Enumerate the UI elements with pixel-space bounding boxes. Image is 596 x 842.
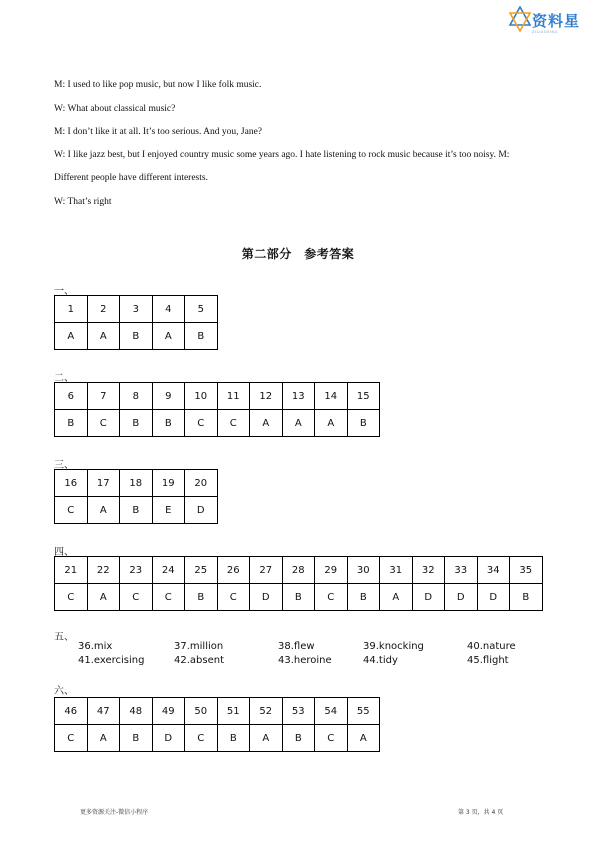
dialogue-line: W: What about classical music? (54, 104, 176, 114)
question-number: 5 (185, 296, 218, 323)
question-number: 7 (87, 383, 120, 410)
question-number: 9 (152, 383, 185, 410)
question-number: 23 (120, 557, 153, 584)
answer-cell: C (217, 584, 250, 611)
question-number: 52 (250, 698, 283, 725)
question-number: 28 (282, 557, 315, 584)
question-number: 13 (282, 383, 315, 410)
answer-cell: B (282, 584, 315, 611)
question-number: 51 (217, 698, 250, 725)
logo (508, 6, 588, 36)
question-number: 35 (510, 557, 543, 584)
question-number: 32 (412, 557, 445, 584)
question-number: 4 (152, 296, 185, 323)
dialogue-line: M: I don’t like it at all. It’s too serious. And you, Jane? (54, 127, 263, 137)
answer-cell: A (380, 584, 413, 611)
answer-cell: A (152, 323, 185, 350)
question-number: 2 (87, 296, 120, 323)
answer-cell: C (55, 497, 88, 524)
question-number: 33 (445, 557, 478, 584)
answer-cell: B (120, 497, 153, 524)
answer-cell: C (185, 410, 218, 437)
question-number: 48 (120, 698, 153, 725)
fill-answer: 42.absent (174, 655, 224, 666)
question-number: 24 (152, 557, 185, 584)
logo-text: 资料星 (532, 12, 581, 30)
answer-cell: A (282, 410, 315, 437)
answer-cell: C (87, 410, 120, 437)
question-number: 10 (185, 383, 218, 410)
question-number: 46 (55, 698, 88, 725)
page-number: 第 3 页，共 4 页 (458, 809, 504, 816)
dialogue-line: W: I like jazz best, but I enjoyed country music some years ago. I hate listening to rock music because it’s too noisy. M: (54, 150, 510, 160)
answer-cell: B (152, 410, 185, 437)
question-number: 26 (217, 557, 250, 584)
answer-cell: A (87, 725, 120, 752)
answer-cell: E (152, 497, 185, 524)
fill-answer: 40.nature (467, 641, 516, 652)
fill-answer: 38.flew (278, 641, 315, 652)
answer-cell: B (120, 725, 153, 752)
answer-cell: A (87, 497, 120, 524)
answer-cell: D (152, 725, 185, 752)
answer-cell: C (120, 584, 153, 611)
dialogue-line: M: I used to like pop music, but now I like folk music. (54, 80, 262, 90)
answer-cell: A (315, 410, 348, 437)
question-number: 17 (87, 470, 120, 497)
answer-cell: A (55, 323, 88, 350)
question-number: 25 (185, 557, 218, 584)
answer-cell: A (250, 725, 283, 752)
answer-table (54, 469, 218, 524)
answer-table (54, 295, 218, 350)
dialogue-line: Different people have different interests. (54, 173, 208, 183)
fill-row (78, 641, 558, 655)
answer-cell: B (120, 323, 153, 350)
question-number: 3 (120, 296, 153, 323)
fill-answer: 43.heroine (278, 655, 332, 666)
question-number: 8 (120, 383, 153, 410)
fill-answer: 39.knocking (363, 641, 424, 652)
fill-answer: 45.flight (467, 655, 509, 666)
answer-cell: C (55, 725, 88, 752)
section-label: 五、 (54, 632, 74, 643)
answer-cell: A (347, 725, 380, 752)
section-label: 三、 (54, 460, 74, 471)
question-number: 49 (152, 698, 185, 725)
question-number: 55 (347, 698, 380, 725)
question-number: 22 (87, 557, 120, 584)
question-number: 50 (185, 698, 218, 725)
answer-cell: B (120, 410, 153, 437)
answer-cell: B (347, 410, 380, 437)
question-number: 30 (347, 557, 380, 584)
star-logo-icon (508, 6, 532, 32)
answer-cell: B (510, 584, 543, 611)
section-title: 第二部分 参考答案 (241, 247, 355, 261)
question-number: 11 (217, 383, 250, 410)
question-number: 12 (250, 383, 283, 410)
question-number: 6 (55, 383, 88, 410)
answer-cell: D (185, 497, 218, 524)
question-number: 47 (87, 698, 120, 725)
answer-cell: B (282, 725, 315, 752)
answer-cell: C (217, 410, 250, 437)
section-label: 二、 (54, 373, 74, 384)
question-number: 19 (152, 470, 185, 497)
question-number: 14 (315, 383, 348, 410)
question-number: 1 (55, 296, 88, 323)
question-number: 34 (477, 557, 510, 584)
question-number: 29 (315, 557, 348, 584)
fill-row (78, 655, 558, 669)
answer-cell: C (315, 584, 348, 611)
question-number: 53 (282, 698, 315, 725)
answer-cell: C (55, 584, 88, 611)
question-number: 27 (250, 557, 283, 584)
answer-table (54, 697, 380, 752)
question-number: 15 (347, 383, 380, 410)
footer-left: 更多资源关注-微信小程序 (80, 809, 149, 816)
fill-in-answers (78, 641, 558, 669)
answer-cell: D (445, 584, 478, 611)
answer-table (54, 556, 543, 611)
answer-cell: C (315, 725, 348, 752)
question-number: 31 (380, 557, 413, 584)
question-number: 20 (185, 470, 218, 497)
logo-subtext: ZILIAOXING (532, 30, 559, 34)
question-number: 21 (55, 557, 88, 584)
answer-cell: C (152, 584, 185, 611)
section-label: 一、 (54, 286, 74, 297)
fill-answer: 37.million (174, 641, 224, 652)
section-label: 六、 (54, 686, 74, 697)
fill-answer: 36.mix (78, 641, 113, 652)
answer-cell: D (412, 584, 445, 611)
answer-cell: D (250, 584, 283, 611)
answer-cell: C (185, 725, 218, 752)
answer-cell: B (55, 410, 88, 437)
answer-cell: B (185, 584, 218, 611)
answer-cell: D (477, 584, 510, 611)
fill-answer: 44.tidy (363, 655, 398, 666)
answer-cell: A (87, 584, 120, 611)
fill-answer: 41.exercising (78, 655, 145, 666)
answer-cell: A (250, 410, 283, 437)
question-number: 54 (315, 698, 348, 725)
answer-cell: B (347, 584, 380, 611)
answer-cell: B (185, 323, 218, 350)
answer-cell: B (217, 725, 250, 752)
question-number: 18 (120, 470, 153, 497)
answer-table (54, 382, 380, 437)
answer-cell: A (87, 323, 120, 350)
section-label: 四、 (54, 547, 74, 558)
question-number: 16 (55, 470, 88, 497)
dialogue-line: W: That’s right (54, 197, 112, 207)
